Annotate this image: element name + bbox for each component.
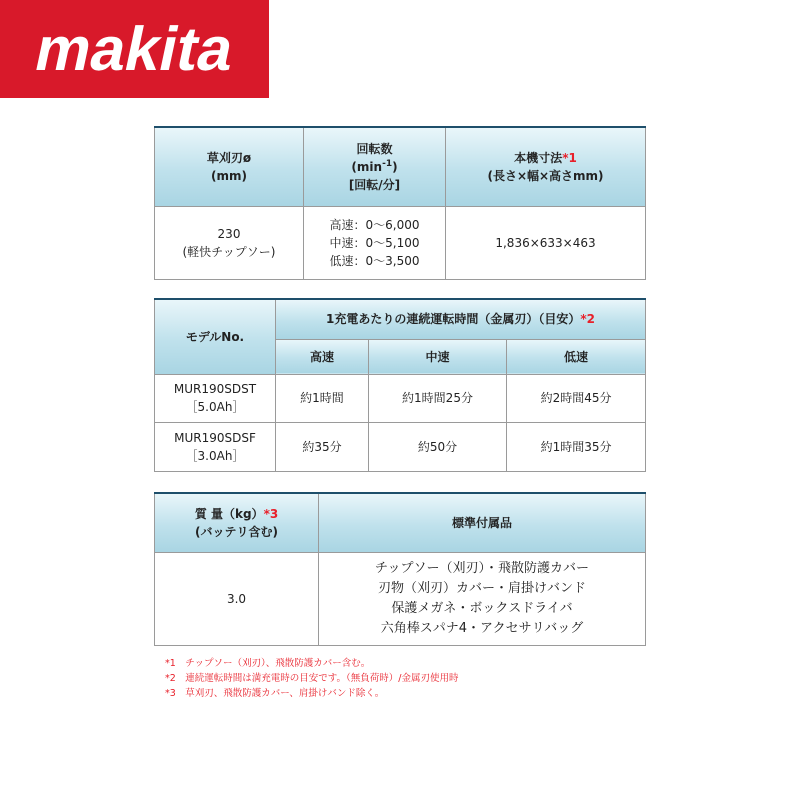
cell-weight: 3.0 (155, 552, 319, 645)
cell-runtime-low: 約2時間45分 (507, 374, 646, 422)
header-speed-high: 高速 (276, 339, 369, 374)
header-runtime: 1充電あたりの連続運転時間（金属刃）（目安）*2 (276, 299, 646, 339)
footnote-mark-2: *2 (580, 312, 595, 327)
table-row (155, 422, 646, 471)
cell-runtime-high: 約35分 (276, 422, 369, 471)
runtime-table (154, 298, 646, 472)
header-rpm: 回転数 $(\min^{-1})$ [回転/分] (304, 127, 446, 206)
header-accessories: 標準付属品 (319, 493, 646, 552)
cell-dimensions: 1,836×633×463 (446, 206, 646, 279)
weight-accessories-table (154, 492, 646, 646)
table-row (155, 374, 646, 422)
header-speed-low: 低速 (507, 339, 646, 374)
header-dimensions: 本機寸法*1 (長さ×幅×高さmm) (446, 127, 646, 206)
cell-runtime-mid: 約1時間25分 (369, 374, 507, 422)
cell-runtime-high: 約1時間 (276, 374, 369, 422)
makita-logo (0, 0, 269, 98)
cell-rpm: 高速：0〜6,000 中速：0〜5,100 低速：0〜3,500 (304, 206, 446, 279)
footnote-mark-1: *1 (562, 150, 577, 165)
logo-text: makita (29, 14, 241, 84)
cell-runtime-low: 約1時間35分 (507, 422, 646, 471)
cell-runtime-mid: 約50分 (369, 422, 507, 471)
footnote-2: *2 連続運転時間は満充電時の目安です。（無負荷時）/金属刃使用時 (165, 673, 459, 684)
footnote-mark-3: *3 (263, 506, 279, 521)
cell-accessories: チップソー（刈刃）・飛散防護カバー 刃物（刈刃）カバー・肩掛けバンド 保護メガネ・ボックスドライバ 六角棒スパナ4・アクセサリバッグ (319, 552, 646, 645)
cell-model: MUR190SDST ［5.0Ah］ (155, 374, 276, 422)
cell-blade-size: 230 (軽快チップソー) (155, 206, 304, 279)
header-weight: 質 量（kg）*3 (バッテリ含む) (155, 493, 319, 552)
header-speed-mid: 中速 (369, 339, 507, 374)
footnotes (165, 656, 459, 701)
footnote-3: *3 草刈刃、飛散防護カバー、肩掛けバンド除く。 (165, 688, 385, 699)
header-model-no: モデルNo. (155, 299, 276, 374)
spec-table-rpm (154, 126, 646, 280)
cell-model: MUR190SDSF ［3.0Ah］ (155, 422, 276, 471)
header-blade-size: 草刈刃ø (mm) (155, 127, 304, 206)
footnote-1: *1 チップソー（刈刃）、飛散防護カバー含む。 (165, 658, 371, 669)
